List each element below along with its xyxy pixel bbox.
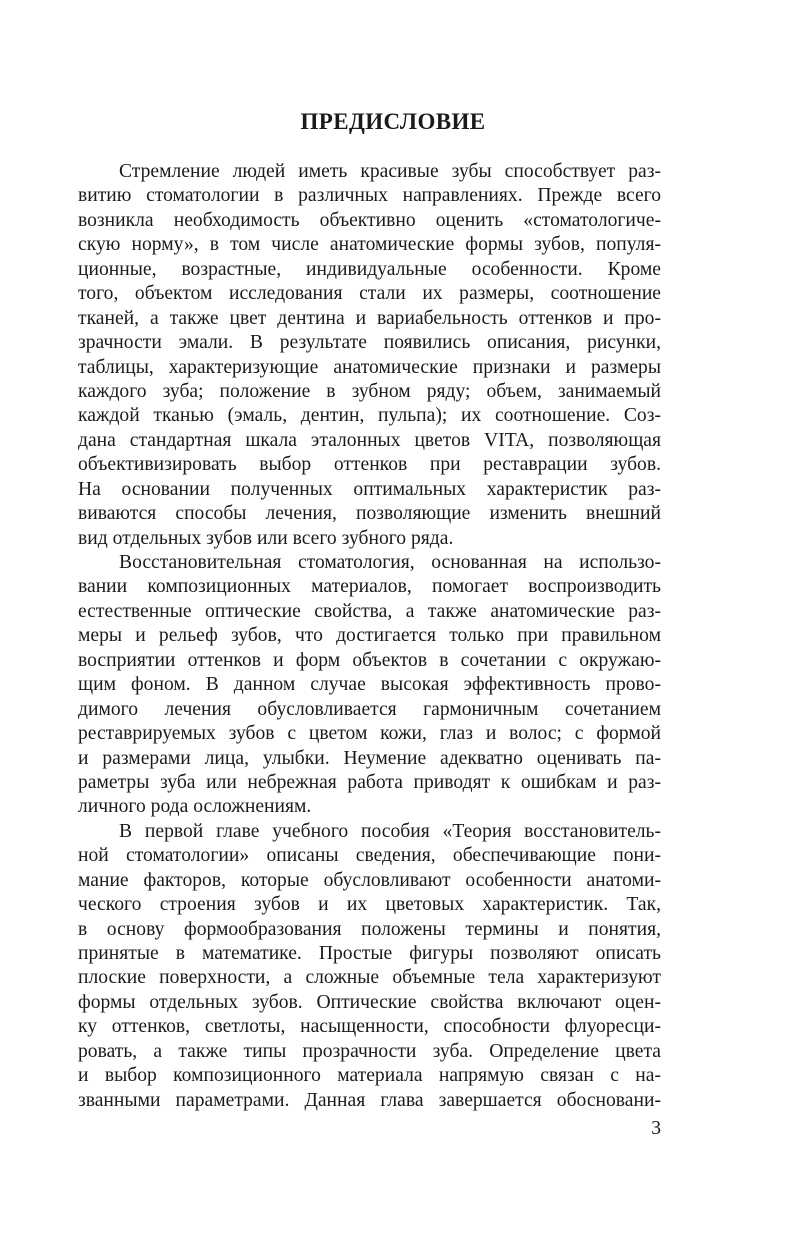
text-line: возникла необходимость объективно оценить «стоматологиче- — [78, 209, 661, 231]
text-line: восприятии оттенков и форм объектов в сочетании с окружаю- — [78, 649, 661, 671]
text-line: раметры зуба или небрежная работа приводят к ошибкам и раз- — [78, 771, 661, 793]
paragraph — [78, 820, 661, 1113]
text-line: реставрируемых зубов с цветом кожи, глаз и волос; с формой — [78, 723, 661, 745]
text-line: скую норму», в том числе анатомические формы зубов, популя- — [78, 234, 661, 256]
text-line: и размерами лица, улыбки. Неумение адекватно оценивать па- — [78, 747, 661, 769]
text-line: ровать, а также типы прозрачности зуба. Определение цвета — [78, 1040, 661, 1062]
text-line: мание факторов, которые обусловливают особенности анатоми- — [78, 869, 661, 891]
text-line: принятые в математике. Простые фигуры позволяют описать — [78, 943, 661, 964]
text-line: вид отдельных зубов или всего зубного ряда. — [78, 527, 454, 549]
text-line: дана стандартная шкала эталонных цветов VITA, позволяющая — [78, 429, 661, 451]
text-line: тканей, а также цвет дентина и вариабельность оттенков и про- — [78, 307, 661, 329]
page-number: 3 — [651, 1118, 661, 1139]
text-line: естественные оптические свойства, а также анатомические раз- — [78, 600, 661, 622]
text-line: объективизировать выбор оттенков при реставрации зубов. — [78, 454, 661, 476]
text-line: ной стоматологии» описаны сведения, обеспечивающие пони- — [78, 845, 661, 867]
paragraph — [78, 551, 661, 820]
text-line: таблицы, характеризующие анатомические признаки и размеры — [78, 356, 661, 378]
text-line: формы отдельных зубов. Оптические свойства включают оцен- — [78, 991, 661, 1013]
text-line: витию стоматологии в различных направлениях. Прежде всего — [78, 185, 661, 207]
text-line: и выбор композиционного материала напрямую связан с на- — [78, 1065, 661, 1087]
text-line: Стремление людей иметь красивые зубы способствует раз- — [119, 161, 661, 182]
text-line: званными параметрами. Данная глава завершается обосновани- — [78, 1089, 661, 1111]
paragraph — [78, 160, 661, 551]
text-line: В первой главе учебного пособия «Теория восстановитель- — [119, 820, 661, 842]
text-line: зрачности эмали. В результате появились описания, рисунки, — [78, 332, 661, 354]
page-title: ПРЕДИСЛОВИЕ — [300, 109, 486, 134]
text-line: ческого строения зубов и их цветовых характеристик. Так, — [78, 894, 661, 916]
text-line: ку оттенков, светлоты, насыщенности, способности флуоресци- — [78, 1016, 661, 1038]
text-line: ционные, возрастные, индивидуальные особенности. Кроме — [78, 258, 661, 280]
text-line: вании композиционных материалов, помогает воспроизводить — [78, 576, 661, 598]
text-line: в основу формообразования положены термины и понятия, — [78, 918, 661, 940]
text-line: щим фоном. В данном случае высокая эффективность прово- — [78, 674, 661, 696]
text-line: плоские поверхности, а сложные объемные тела характеризуют — [78, 967, 661, 989]
text-line: виваются способы лечения, позволяющие изменить внешний — [78, 503, 661, 525]
text-line: На основании полученных оптимальных характеристик раз- — [78, 478, 661, 500]
text-line: каждой тканью (эмаль, дентин, пульпа); их соотношение. Соз- — [78, 405, 661, 427]
text-line: личного рода осложнениям. — [78, 796, 312, 818]
body-text — [78, 160, 661, 1113]
text-line: Восстановительная стоматология, основанная на использо- — [119, 552, 661, 573]
text-line: каждого зуба; положение в зубном ряду; объем, занимаемый — [78, 380, 661, 402]
text-line: того, объектом исследования стали их размеры, соотношение — [78, 283, 661, 305]
text-line: меры и рельеф зубов, что достигается только при правильном — [78, 625, 661, 647]
text-line: димого лечения обусловливается гармоничным сочетанием — [78, 698, 661, 720]
